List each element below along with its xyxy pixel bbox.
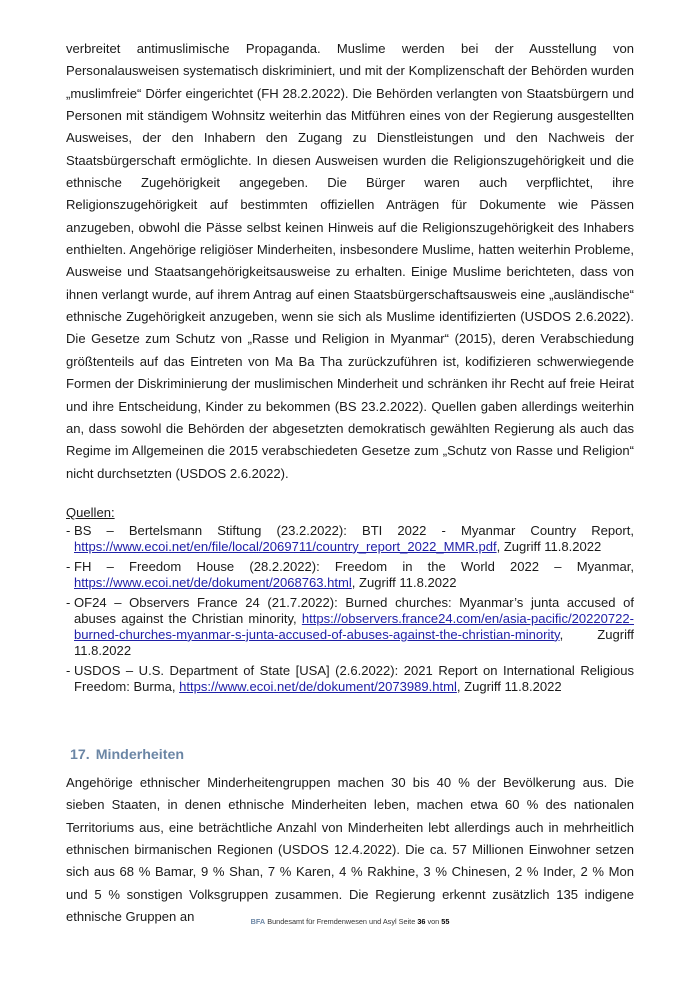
sources-list — [66, 523, 634, 695]
source-item — [66, 523, 634, 555]
list-dash: - — [66, 662, 71, 678]
source-item — [66, 559, 634, 591]
source-access: , Zugriff 11.8.2022 — [456, 678, 562, 694]
section-number: 17. — [70, 746, 90, 763]
footer-org: Bundesamt für Fremdenwesen und Asyl — [267, 917, 397, 926]
source-access: , Zugriff 11.8.2022 — [496, 538, 602, 554]
list-dash: - — [66, 558, 71, 574]
source-text: OF24 – Observers France 24 (21.7.2022): Burned churches: Myanmar’s junta accused of abuses against the Christian minority, — [74, 594, 634, 626]
source-access: , Zugriff 11.8.2022 — [351, 574, 457, 590]
sources-heading: Quellen: — [66, 504, 115, 520]
footer-page-current: 36 — [417, 917, 426, 926]
source-link[interactable]: https://www.ecoi.net/de/dokument/2068763.html — [74, 574, 352, 590]
section-paragraph: Angehörige ethnischer Minderheitengruppen machen 30 bis 40 % der Bevölkerung aus. Die sieben Staaten, in denen ethnische Minderheiten leben, machen etwa 60 % des nationalen Territoriums aus, eine beträchtliche Anzahl von Minderheiten lebt allerdings auch in mehrheitlich ethnischen birmanischen Regionen (USDOS 12.4.2022). Die ca. 57 Millionen Einwohner setzen sich aus 68 % Bamar, 9 % Shan, 7 % Karen, 4 % Rakhine, 3 % Chinesen, 2 % Inder, 2 % Mon und 5 % sonstigen Volksgruppen zusammen. Die Regierung erkennt zusätzlich 135 indigene ethnische Gruppen an — [66, 774, 634, 924]
source-access: , Zugriff 11.8.2022 — [74, 626, 634, 658]
source-item — [66, 595, 634, 659]
body-paragraph: verbreitet antimuslimische Propaganda. Muslime werden bei der Ausstellung von Personalausweisen systematisch diskriminiert, und mit der Komplizenschaft der Behörden wurden „muslimfreie“ Dörfer eingerichtet (FH 28.2.2022). Die Behörden verlangten von Staatsbürgern und Personen mit ständigem Wohnsitz weiterhin das Mitführen eines von der Regierung ausgestellten Ausweises, der den Inhabern den Zugang zu Dienstleistungen und den Nachweis der Staatsbürgerschaft ermöglichte. In diesen Ausweisen wurden die Religionszugehörigkeit und die ethnische Zugehörigkeit angegeben. Die Bürger waren auch verpflichtet, ihre Religionszugehörigkeit auf bestimmten offiziellen Anträgen für Dokumente wie Pässen anzugeben, obwohl die Pässe selbst keinen Hinweis auf die Religionszugehörigkeit des Inhabers enthielten. Angehörige religiöser Minderheiten, insbesondere Muslime, hatten weiterhin Probleme, Ausweise und Staatsangehörigkeitsausweise zu erhalten. Einige Muslime berichteten, dass von ihnen verlangt wurde, auf ihrem Antrag auf einen Staatsbürgerschaftsausweis eine „ausländische“ ethnische Zugehörigkeit anzugeben, wenn sie sich als Muslime identifizierten (USDOS 2.6.2022). Die Gesetze zum Schutz von „Rasse und Religion in Myanmar“ (2015), deren Verabschiedung größtenteils auf das Eintreten von Ma Ba Tha zurückzuführen ist, kodifizieren schwerwiegende Formen der Diskriminierung der muslimischen Minderheit und schränken ihr Recht auf freie Heirat und ihre Entscheidung, Kinder zu bekommen (BS 23.2.2022). Quellen gaben allerdings weiterhin an, dass sowohl die Behörden der abgesetzten demokratisch gewählten Regierung als auch das Regime im Allgemeinen die 2015 verabschiedeten Gesetze zum „Schutz von Rasse und Religion“ nicht durchsetzten (USDOS 2.6.2022). — [66, 41, 634, 481]
footer-page-total: 55 — [441, 917, 450, 926]
list-dash: - — [66, 594, 71, 610]
source-link[interactable]: https://www.ecoi.net/de/dokument/2073989.html — [179, 678, 457, 694]
source-link[interactable]: https://observers.france24.com/en/asia-pacific/20220722-burned-churches-myanmar-s-junta-accused-of-abuses-against-the-christian-minority — [74, 610, 634, 642]
footer-of-label: von — [427, 917, 440, 926]
source-text: FH – Freedom House (28.2.2022): Freedom in the World 2022 – Myanmar, — [74, 558, 634, 574]
page-footer — [0, 917, 700, 926]
footer-page-label: Seite — [398, 917, 416, 926]
list-dash: - — [66, 522, 71, 538]
source-item — [66, 663, 634, 695]
source-link[interactable]: https://www.ecoi.net/en/file/local/2069711/country_report_2022_MMR.pdf — [74, 538, 497, 554]
section-heading — [70, 747, 634, 763]
source-text: BS – Bertelsmann Stiftung (23.2.2022): BTI 2022 - Myanmar Country Report, — [74, 522, 634, 538]
source-text: USDOS – U.S. Department of State [USA] (2.6.2022): 2021 Report on International Religious Freedom: Burma, — [74, 662, 634, 694]
document-page — [66, 38, 634, 928]
footer-brand-logo: BFA — [250, 917, 266, 926]
section-title: Minderheiten — [95, 746, 185, 763]
